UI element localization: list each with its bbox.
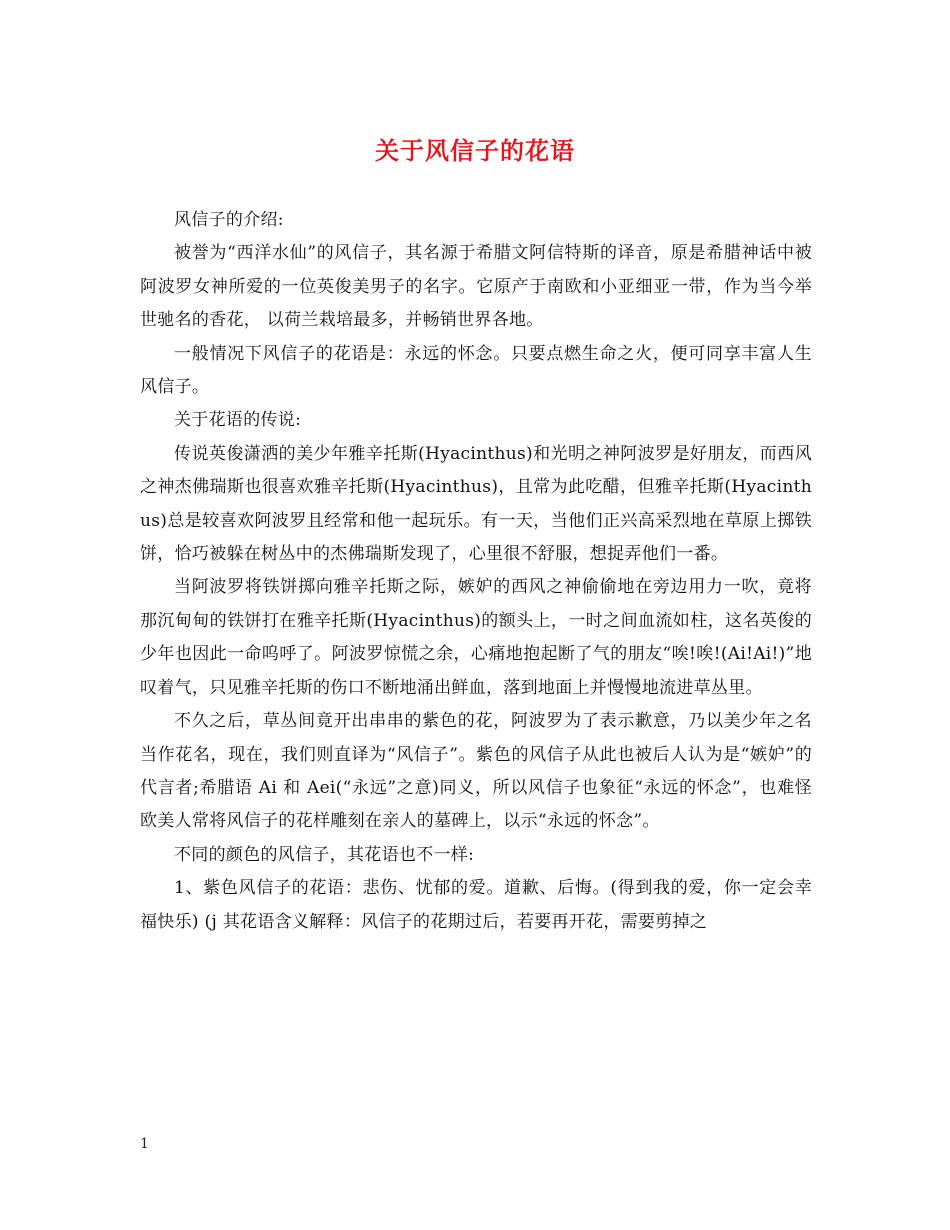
document-body — [140, 204, 812, 939]
paragraph-intro: 被誉为“西洋水仙”的风信子，其名源于希腊文阿信特斯的译音，原是希腊神话中被阿波罗女神所爱的一位英俊美男子的名字。它原产于南欧和小亚细亚一带，作为当今举世驰名的香花， 以荷兰栽培最多，并畅销世界各地。 — [140, 243, 812, 331]
paragraph-intro-heading: 风信子的介绍: — [174, 210, 284, 230]
document-title: 关于风信子的花语 — [375, 136, 575, 165]
paragraph-legend-3: 不久之后，草丛间竟开出串串的紫色的花，阿波罗为了表示歉意，乃以美少年之名当作花名，现在，我们则直译为“风信子”。紫色的风信子从此也被后人认为是“嫉妒”的代言者;希腊语 Ai 和 Aei(“永远”之意)同义，所以风信子也象征“永远的怀念”，也难怪欧美人常将风信子的花样雕刻在亲人的墓碑上，以示“永远的怀念”。 — [140, 711, 812, 832]
paragraph-legend-heading: 关于花语的传说: — [174, 410, 302, 431]
paragraph-legend-1: 传说英俊潇洒的美少年雅辛托斯(Hyacinthus)和光明之神阿波罗是好朋友，而西风之神杰佛瑞斯也很喜欢雅辛托斯(Hyacinthus)，且常为此吃醋，但雅辛托斯(Hyacinthus)总是较喜欢阿波罗且经常和他一起玩乐。有一天，当他们正兴高采烈地在草原上掷铁饼，恰巧被躲在树丛中的杰佛瑞斯发现了，心里很不舒服，想捉弄他们一番。 — [140, 443, 812, 565]
page-number: 1 — [140, 1136, 149, 1152]
paragraph-colors-heading: 不同的颜色的风信子，其花语也不一样: — [174, 844, 475, 865]
paragraph-meaning: 一般情况下风信子的花语是：永远的怀念。只要点燃生命之火，便可同享丰富人生风信子。 — [140, 343, 812, 398]
paragraph-purple: 1、紫色风信子的花语：悲伤、忧郁的爱。道歉、后悔。(得到我的爱，你一定会幸福快乐) (j 其花语含义解释：风信子的花期过后，若要再开花，需要剪掉之 — [140, 878, 812, 932]
paragraph-legend-2: 当阿波罗将铁饼掷向雅辛托斯之际，嫉妒的西风之神偷偷地在旁边用力一吹，竟将那沉甸甸的铁饼打在雅辛托斯(Hyacinthus)的额头上，一时之间血流如柱，这名英俊的少年也因此一命呜呼了。阿波罗惊慌之余，心痛地抱起断了气的朋友“唉!唉!(Ai!Ai!)”地叹着气，只见雅辛托斯的伤口不断地涌出鲜血，落到地面上并慢慢地流进草丛里。 — [140, 577, 812, 698]
